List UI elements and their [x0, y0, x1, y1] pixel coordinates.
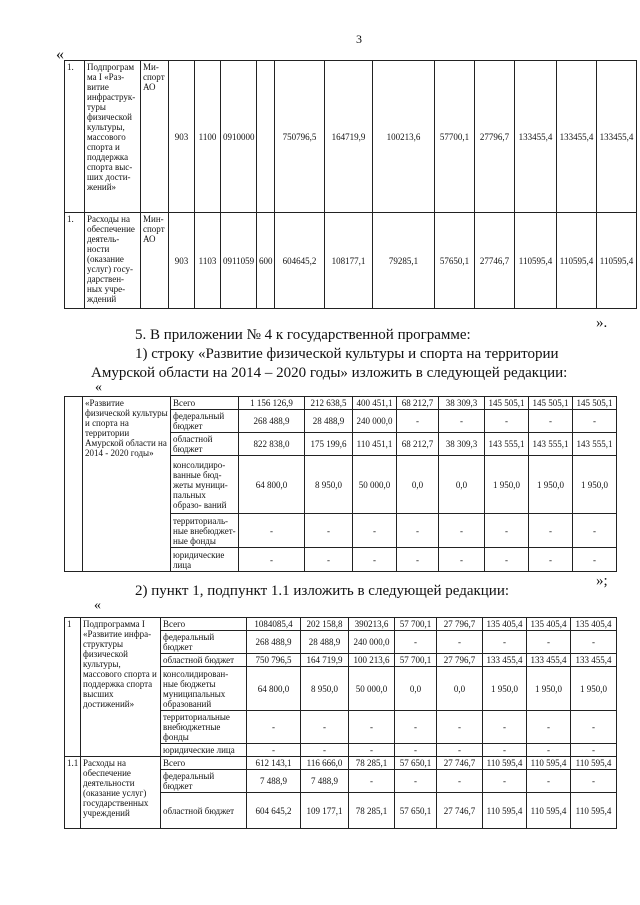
value-cell: 1 156 126,9	[239, 397, 305, 410]
value-cell: 612 143,1	[247, 757, 301, 770]
value-cell: 28 488,9	[305, 410, 353, 433]
value-cell: 0,0	[439, 456, 485, 514]
value-cell: 100213,6	[373, 61, 435, 213]
program-name-cell: «Развитие физической культуры и спорта на территории Амурской области на 2014 - 2020 годы»	[83, 397, 171, 572]
code-grbs-cell: 903	[169, 61, 195, 213]
row-number-cell: 1.	[65, 213, 85, 309]
value-cell: 27796,7	[475, 61, 515, 213]
value-cell: -	[353, 548, 397, 572]
value-cell: 268 488,9	[239, 410, 305, 433]
value-cell: 133455,4	[515, 61, 557, 213]
value-cell: -	[239, 548, 305, 572]
value-cell: -	[573, 514, 617, 548]
value-cell: 0,0	[395, 667, 437, 711]
code-csr-cell: 0910000	[221, 61, 257, 213]
value-cell: -	[571, 744, 617, 757]
value-cell: 27 796,7	[437, 654, 483, 667]
item-1-line-2: Амурской области на 2014 – 2020 годы» изложить в следующей редакции:	[91, 365, 568, 381]
table-subprogram-funding	[64, 617, 617, 829]
value-cell: -	[483, 770, 527, 793]
value-cell: 27 746,7	[437, 793, 483, 829]
value-cell: 57 650,1	[395, 757, 437, 770]
value-cell: 164 719,9	[301, 654, 349, 667]
empty-number-cell	[65, 397, 83, 572]
value-cell: -	[437, 631, 483, 654]
value-cell: 240 000,0	[349, 631, 395, 654]
funding-source-cell: юридические лица	[161, 744, 247, 757]
value-cell: 110 595,4	[571, 793, 617, 829]
row-name-cell: Расходы на обеспечение деятельности (оказание услуг) государственных учреждений	[81, 757, 161, 829]
value-cell: -	[529, 548, 573, 572]
value-cell: 750796,5	[275, 61, 325, 213]
value-cell: 27 746,7	[437, 757, 483, 770]
value-cell: -	[527, 711, 571, 744]
value-cell: 64 800,0	[239, 456, 305, 514]
table-row	[65, 213, 637, 309]
item-2: 2) пункт 1, подпункт 1.1 изложить в следующей редакции:	[135, 583, 510, 599]
table-row	[65, 61, 637, 213]
value-cell: 0,0	[437, 667, 483, 711]
value-cell: 78 285,1	[349, 793, 395, 829]
open-quote-2: «	[94, 598, 101, 613]
value-cell: -	[301, 711, 349, 744]
value-cell: 28 488,9	[301, 631, 349, 654]
value-cell: 1 950,0	[571, 667, 617, 711]
funding-source-cell: областной бюджет	[161, 793, 247, 829]
value-cell: -	[439, 410, 485, 433]
value-cell: -	[527, 770, 571, 793]
code-grbs-cell: 903	[169, 213, 195, 309]
value-cell: -	[439, 548, 485, 572]
value-cell: 133 455,4	[571, 654, 617, 667]
table2-close-quote: »;	[596, 573, 608, 589]
value-cell: 133 455,4	[527, 654, 571, 667]
value-cell: 135 405,4	[483, 618, 527, 631]
value-cell: 1 950,0	[485, 456, 529, 514]
funding-source-cell: юридические лица	[171, 548, 239, 572]
funding-source-cell: территориаль- ные внебюджет- ные фонды	[171, 514, 239, 548]
value-cell: 143 555,1	[529, 433, 573, 456]
value-cell: 27746,7	[475, 213, 515, 309]
value-cell: 822 838,0	[239, 433, 305, 456]
value-cell: -	[349, 770, 395, 793]
value-cell: -	[301, 744, 349, 757]
executor-cell: Ми- спорт АО	[141, 61, 169, 213]
value-cell: -	[437, 744, 483, 757]
value-cell: -	[239, 514, 305, 548]
value-cell: -	[349, 744, 395, 757]
value-cell: -	[485, 548, 529, 572]
value-cell: 164719,9	[325, 61, 373, 213]
value-cell: -	[437, 711, 483, 744]
open-quote: «	[95, 380, 102, 395]
funding-source-cell: областной бюджет	[171, 433, 239, 456]
table-expenditures	[64, 60, 637, 309]
value-cell: 145 505,1	[485, 397, 529, 410]
value-cell: -	[437, 770, 483, 793]
value-cell: 110 451,1	[353, 433, 397, 456]
value-cell: 1 950,0	[573, 456, 617, 514]
row-name-cell: Подпрограм ма I «Раз- витие инфраструк- туры физической культуры, массового спорта и поддержка спорта выс- ших дости- жений»	[85, 61, 141, 213]
funding-source-cell: территориальные внебюджетные фонды	[161, 711, 247, 744]
value-cell: 64 800,0	[247, 667, 301, 711]
funding-source-cell: федеральный бюджет	[171, 410, 239, 433]
code-csr-cell: 0911059	[221, 213, 257, 309]
value-cell: 133455,4	[597, 61, 637, 213]
value-cell: 400 451,1	[353, 397, 397, 410]
value-cell: 108177,1	[325, 213, 373, 309]
value-cell: 145 505,1	[529, 397, 573, 410]
value-cell: 79285,1	[373, 213, 435, 309]
value-cell: -	[571, 711, 617, 744]
row-name-cell: Расходы на обеспечение деятель- ности (оказание услуг) госу- дарствен- ных учре- ждений	[85, 213, 141, 309]
value-cell: 50 000,0	[349, 667, 395, 711]
value-cell: -	[397, 514, 439, 548]
value-cell: 110595,4	[557, 213, 597, 309]
value-cell: -	[571, 631, 617, 654]
code-vr-cell	[257, 61, 275, 213]
value-cell: 202 158,8	[301, 618, 349, 631]
value-cell: -	[485, 514, 529, 548]
funding-source-cell: областной бюджет	[161, 654, 247, 667]
funding-source-cell: Всего	[171, 397, 239, 410]
value-cell: 78 285,1	[349, 757, 395, 770]
value-cell: 50 000,0	[353, 456, 397, 514]
value-cell: 145 505,1	[573, 397, 617, 410]
value-cell: -	[305, 548, 353, 572]
value-cell: 110 595,4	[527, 757, 571, 770]
value-cell: 0,0	[397, 456, 439, 514]
row-number-cell: 1.	[65, 61, 85, 213]
value-cell: 7 488,9	[247, 770, 301, 793]
value-cell: 68 212,7	[397, 397, 439, 410]
value-cell: 57650,1	[435, 213, 475, 309]
value-cell: -	[395, 631, 437, 654]
value-cell: 116 666,0	[301, 757, 349, 770]
value-cell: 135 405,4	[571, 618, 617, 631]
funding-source-cell: Всего	[161, 757, 247, 770]
funding-source-cell: федеральный бюджет	[161, 770, 247, 793]
value-cell: -	[395, 744, 437, 757]
row-number-cell: 1	[65, 618, 81, 757]
value-cell: -	[485, 410, 529, 433]
value-cell: 27 796,7	[437, 618, 483, 631]
value-cell: 175 199,6	[305, 433, 353, 456]
value-cell: -	[529, 410, 573, 433]
table-row	[65, 397, 617, 410]
value-cell: -	[247, 711, 301, 744]
row-name-cell: Подпрограмма I «Развитие инфра- структуры физической культуры, массового спорта и поддержка спорта высших достижений»	[81, 618, 161, 757]
value-cell: -	[353, 514, 397, 548]
value-cell: 7 488,9	[301, 770, 349, 793]
value-cell: 1084085,4	[247, 618, 301, 631]
value-cell: -	[439, 514, 485, 548]
value-cell: 38 309,3	[439, 397, 485, 410]
table-row	[65, 757, 617, 770]
value-cell: 110595,4	[515, 213, 557, 309]
value-cell: 750 796,5	[247, 654, 301, 667]
value-cell: 38 309,3	[439, 433, 485, 456]
value-cell: -	[573, 410, 617, 433]
value-cell: 135 405,4	[527, 618, 571, 631]
executor-cell: Мин- спорт АО	[141, 213, 169, 309]
value-cell: -	[527, 631, 571, 654]
value-cell: -	[397, 410, 439, 433]
value-cell: 109 177,1	[301, 793, 349, 829]
funding-source-cell: консолидирован- ные бюджеты муниципальных образований	[161, 667, 247, 711]
value-cell: 57700,1	[435, 61, 475, 213]
value-cell: 110 595,4	[527, 793, 571, 829]
value-cell: -	[397, 548, 439, 572]
funding-source-cell: Всего	[161, 618, 247, 631]
value-cell: 110 595,4	[571, 757, 617, 770]
value-cell: 604 645,2	[247, 793, 301, 829]
code-vr-cell: 600	[257, 213, 275, 309]
value-cell: -	[483, 711, 527, 744]
value-cell: 110 595,4	[483, 793, 527, 829]
value-cell: 8 950,0	[301, 667, 349, 711]
funding-source-cell: консолидиро- ванные бюд- жеты муници- пальных образо- ваний	[171, 456, 239, 514]
section-5-heading: 5. В приложении № 4 к государственной программе:	[135, 327, 471, 343]
value-cell: -	[247, 744, 301, 757]
value-cell: -	[571, 770, 617, 793]
value-cell: 133 455,4	[483, 654, 527, 667]
value-cell: 604645,2	[275, 213, 325, 309]
value-cell: -	[395, 711, 437, 744]
table-program-funding	[64, 396, 617, 572]
value-cell: 57 700,1	[395, 654, 437, 667]
value-cell: 1 950,0	[483, 667, 527, 711]
value-cell: 110 595,4	[483, 757, 527, 770]
table-row	[65, 618, 617, 631]
funding-source-cell: федеральный бюджет	[161, 631, 247, 654]
table1-close-quote: ».	[596, 315, 608, 331]
value-cell: 212 638,5	[305, 397, 353, 410]
value-cell: -	[395, 770, 437, 793]
value-cell: 143 555,1	[573, 433, 617, 456]
code-rzpr-cell: 1103	[195, 213, 221, 309]
value-cell: -	[527, 744, 571, 757]
value-cell: -	[529, 514, 573, 548]
value-cell: 1 950,0	[529, 456, 573, 514]
value-cell: 8 950,0	[305, 456, 353, 514]
value-cell: -	[573, 548, 617, 572]
value-cell: 1 950,0	[527, 667, 571, 711]
item-1-line-1: 1) строку «Развитие физической культуры и спорта на территории	[135, 346, 559, 362]
value-cell: 110595,4	[597, 213, 637, 309]
row-number-cell: 1.1	[65, 757, 81, 829]
code-rzpr-cell: 1100	[195, 61, 221, 213]
margin-mark: «	[56, 46, 64, 63]
value-cell: -	[483, 744, 527, 757]
value-cell: 57 700,1	[395, 618, 437, 631]
page-number: 3	[356, 32, 362, 46]
value-cell: -	[483, 631, 527, 654]
value-cell: 390213,6	[349, 618, 395, 631]
value-cell: 57 650,1	[395, 793, 437, 829]
value-cell: 133455,4	[557, 61, 597, 213]
value-cell: 143 555,1	[485, 433, 529, 456]
value-cell: -	[305, 514, 353, 548]
value-cell: 68 212,7	[397, 433, 439, 456]
value-cell: 268 488,9	[247, 631, 301, 654]
value-cell: 240 000,0	[353, 410, 397, 433]
value-cell: 100 213,6	[349, 654, 395, 667]
value-cell: -	[349, 711, 395, 744]
